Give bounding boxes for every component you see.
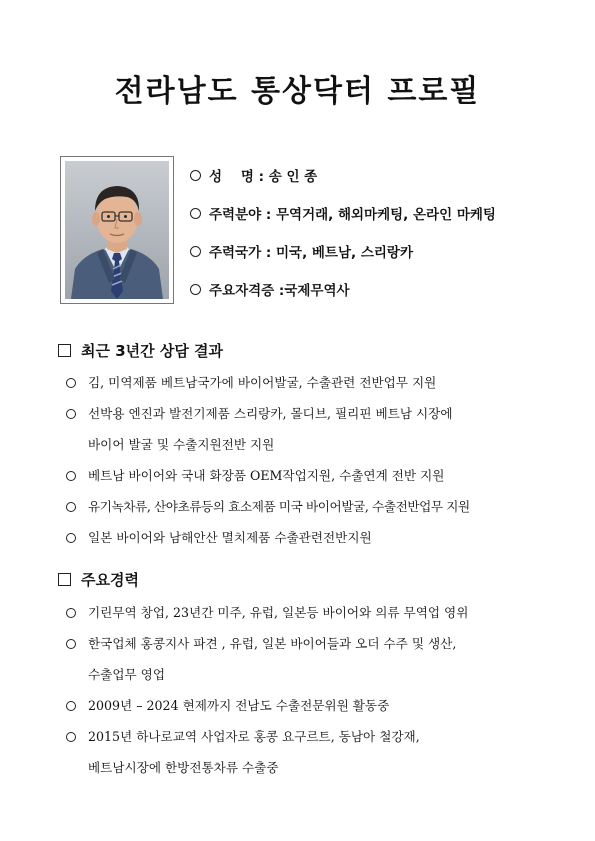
circle-bullet-icon — [190, 246, 201, 257]
list-item-text: 2009년 – 2024 현제까지 전남도 수출전문위원 활동중 — [88, 698, 390, 713]
list-item — [64, 398, 554, 460]
profile-info — [190, 158, 570, 310]
page-title: 전라남도 통상닥터 프로필 — [114, 74, 481, 109]
list-item — [64, 460, 554, 491]
list-item-text: 일본 바이어와 남해안산 멸치제품 수출관련전반지원 — [88, 530, 372, 545]
profile-photo — [60, 156, 174, 304]
profile-separator: : — [274, 283, 285, 299]
profile-separator: : — [253, 169, 269, 185]
profile-value: 미국, 베트남, 스리랑카 — [275, 245, 414, 261]
list-item — [64, 690, 554, 721]
circle-bullet-icon — [66, 378, 76, 388]
profile-value: 송 인 종 — [268, 169, 318, 185]
list-item — [64, 721, 554, 783]
list-item — [64, 491, 554, 522]
profile-label: 주요자격증 — [209, 283, 275, 299]
section-heading-text: 최근 3년간 상담 결과 — [81, 342, 224, 360]
profile-value: 무역거래, 해외마케팅, 온라인 마케팅 — [275, 207, 496, 223]
circle-bullet-icon — [190, 284, 201, 295]
circle-bullet-icon — [66, 608, 76, 618]
list-item-text-continued: 수출업무 영업 — [88, 667, 165, 682]
list-item — [64, 367, 554, 398]
portrait-image — [65, 161, 169, 299]
profile-separator: : — [261, 207, 276, 223]
list-item-text-continued: 베트남시장에 한방전통차류 수출중 — [88, 760, 279, 775]
profile-label: 성 명 — [209, 169, 254, 185]
circle-bullet-icon — [190, 170, 201, 181]
circle-bullet-icon — [190, 208, 201, 219]
profile-label: 주력국가 — [209, 245, 262, 261]
profile-field-row — [190, 196, 570, 234]
circle-bullet-icon — [66, 639, 76, 649]
profile-value: 국제무역사 — [284, 283, 350, 299]
profile-separator: : — [261, 245, 276, 261]
section-heading-text: 주요경력 — [81, 571, 139, 589]
circle-bullet-icon — [66, 471, 76, 481]
section-consulting-heading — [58, 340, 223, 361]
circle-bullet-icon — [66, 502, 76, 512]
profile-label: 주력분야 — [209, 207, 262, 223]
list-item-text: 한국업체 홍콩지사 파견 , 유럽, 일본 바이어들과 오더 수주 및 생산, — [88, 636, 457, 651]
list-item — [64, 597, 554, 628]
consulting-results-list — [64, 367, 554, 553]
profile-certificate-row — [190, 272, 570, 310]
square-bullet-icon — [58, 344, 71, 357]
list-item-text: 김, 미역제품 베트남국가에 바이어발굴, 수출관련 전반업무 지원 — [88, 375, 437, 390]
list-item — [64, 628, 554, 690]
list-item-text-continued: 바이어 발굴 및 수출지원전반 지원 — [88, 437, 275, 452]
list-item-text: 기린무역 창업, 23년간 미주, 유럽, 일본등 바이어와 의류 무역업 영위 — [88, 605, 469, 620]
profile-name-row — [190, 158, 570, 196]
list-item-text: 선박용 엔진과 발전기제품 스리랑카, 몰디브, 필리핀 베트남 시장에 — [88, 406, 453, 421]
list-item-text: 베트남 바이어와 국내 화장품 OEM작업지원, 수출연계 전반 지원 — [88, 468, 445, 483]
career-list — [64, 597, 554, 783]
section-career-heading — [58, 569, 139, 590]
circle-bullet-icon — [66, 732, 76, 742]
circle-bullet-icon — [66, 701, 76, 711]
profile-country-row — [190, 234, 570, 272]
list-item-text: 유기녹차류, 산야초류등의 효소제품 미국 바이어발굴, 수출전반업무 지원 — [88, 499, 470, 514]
list-item-text: 2015년 하나로교역 사업자로 홍콩 요구르트, 동남아 철강재, — [88, 729, 420, 744]
circle-bullet-icon — [66, 409, 76, 419]
square-bullet-icon — [58, 573, 71, 586]
circle-bullet-icon — [66, 533, 76, 543]
list-item — [64, 522, 554, 553]
